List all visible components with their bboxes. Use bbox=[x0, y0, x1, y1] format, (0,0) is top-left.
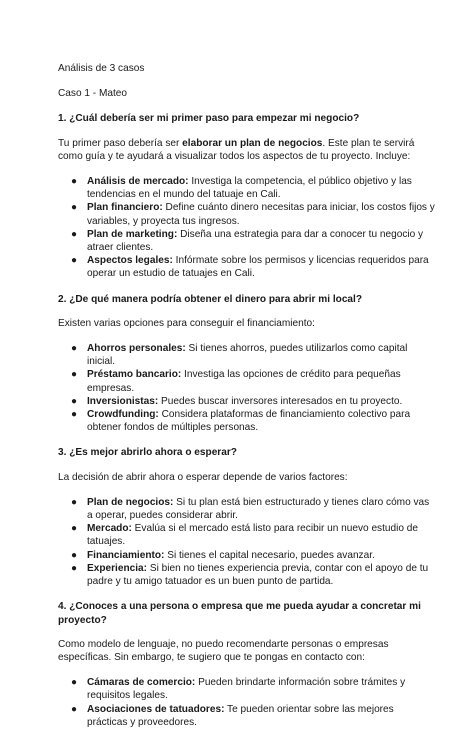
item-text: Pueden brindarte información sobre trámites y requisitos legales. bbox=[87, 677, 406, 702]
item-label: Inversionistas: bbox=[87, 395, 159, 407]
item-text: Evalúa si el mercado está listo para recibir un nuevo estudio de tatuajes. bbox=[87, 523, 419, 548]
item-label: Plan de negocios: bbox=[87, 496, 174, 508]
list-item bbox=[58, 175, 436, 201]
item-text: Infórmate sobre los permisos y licencias requeridos para operar un estudio de tatuajes en Cali. bbox=[87, 255, 429, 280]
bullet-icon: ● bbox=[71, 409, 78, 421]
list-item bbox=[58, 496, 436, 522]
bullet-icon: ● bbox=[71, 176, 78, 188]
bullet-icon: ● bbox=[71, 496, 78, 508]
bullet-icon: ● bbox=[71, 202, 78, 214]
list-item bbox=[58, 703, 436, 729]
answer-3-intro: La decisión de abrir ahora o esperar depende de varios factores: bbox=[58, 471, 348, 483]
bullet-icon: ● bbox=[71, 228, 78, 240]
list-item bbox=[58, 342, 436, 368]
item-text: Investiga la competencia, el público objetivo y las tendencias en el mundo del tatuaje en Cali. bbox=[87, 176, 412, 201]
list-item bbox=[58, 201, 436, 227]
item-label: Crowdfunding: bbox=[87, 409, 159, 421]
answer-4-intro: Como modelo de lenguaje, no puedo recomendarte personas o empresas específicas. Sin embargo, te sugiero que te pongas en contacto con: bbox=[58, 638, 389, 663]
item-label: Ahorros personales: bbox=[87, 343, 186, 355]
bullet-icon: ● bbox=[71, 369, 78, 381]
bullet-icon: ● bbox=[71, 703, 78, 715]
item-label: Plan financiero: bbox=[87, 202, 163, 214]
bullet-icon: ● bbox=[71, 562, 78, 574]
bullet-icon: ● bbox=[71, 523, 78, 535]
document-body bbox=[58, 62, 436, 741]
answer-2-list bbox=[58, 342, 436, 434]
list-item bbox=[58, 676, 436, 702]
item-text: Si tienes ahorros, puedes utilizarlos como capital inicial. bbox=[87, 343, 408, 368]
bullet-icon: ● bbox=[71, 549, 78, 561]
item-text: Te pueden orientar sobre las mejores prácticas y proveedores. bbox=[87, 703, 394, 728]
answer-4-list bbox=[58, 676, 436, 729]
item-text: Puedes buscar inversores interesados en tu proyecto. bbox=[158, 395, 403, 407]
bullet-icon: ● bbox=[71, 255, 78, 267]
answer-3-list bbox=[58, 496, 436, 588]
item-label: Análisis de mercado: bbox=[87, 176, 189, 188]
list-item bbox=[58, 562, 436, 588]
bullet-icon: ● bbox=[71, 343, 78, 355]
list-item bbox=[58, 254, 436, 280]
item-text: Investiga las opciones de crédito para pequeñas empresas. bbox=[87, 369, 401, 394]
item-text: Considera plataformas de financiamiento colectivo para obtener fondos de múltiples personas. bbox=[87, 409, 411, 434]
answer-1-emphasis: elaborar un plan de negocios bbox=[182, 137, 323, 149]
item-label: Mercado: bbox=[87, 523, 132, 535]
bullet-icon: ● bbox=[71, 677, 78, 689]
list-item bbox=[58, 408, 436, 434]
list-item bbox=[58, 522, 436, 548]
answer-2-intro: Existen varias opciones para conseguir el financiamiento: bbox=[58, 317, 315, 329]
answer-1-list bbox=[58, 175, 436, 281]
question-4: 4. ¿Conoces a una persona o empresa que me pueda ayudar a concretar mi proyecto? bbox=[58, 601, 421, 626]
item-text: Diseña una estrategia para dar a conocer tu negocio y atraer clientes. bbox=[87, 228, 424, 254]
item-text: Si tu plan está bien estructurado y tienes claro cómo vas a operar, puedes considerar abrir. bbox=[87, 496, 430, 522]
item-label: Experiencia: bbox=[87, 562, 148, 574]
document-title: Análisis de 3 casos bbox=[58, 63, 145, 74]
answer-1-intro: Tu primer paso debería ser elaborar un plan de negocios. Este plan te servirá como guía y te ayudará a visualizar todos los aspectos de tu proyecto. Incluye: bbox=[58, 137, 415, 162]
question-2: 2. ¿De qué manera podría obtener el dinero para abrir mi local? bbox=[58, 293, 363, 305]
list-item bbox=[58, 368, 436, 394]
item-label: Plan de marketing: bbox=[87, 228, 178, 240]
item-label: Préstamo bancario: bbox=[87, 369, 182, 381]
item-label: Financiamiento: bbox=[87, 549, 165, 561]
item-label: Aspectos legales: bbox=[87, 255, 173, 267]
case-heading: Caso 1 - Mateo bbox=[58, 88, 128, 100]
item-label: Cámaras de comercio: bbox=[87, 677, 196, 689]
item-text: Si bien no tienes experiencia previa, contar con el apoyo de tu padre y tu amigo tatuador es un buen punto de partida. bbox=[87, 562, 429, 588]
item-label: Asociaciones de tatuadores: bbox=[87, 703, 225, 715]
list-item bbox=[58, 549, 436, 562]
question-1: 1. ¿Cuál debería ser mi primer paso para empezar mi negocio? bbox=[58, 113, 360, 125]
question-3: 3. ¿Es mejor abrirlo ahora o esperar? bbox=[58, 447, 237, 459]
list-item bbox=[58, 228, 436, 254]
item-text: Si tienes el capital necesario, puedes avanzar. bbox=[164, 549, 375, 561]
bullet-icon: ● bbox=[71, 395, 78, 407]
list-item bbox=[58, 395, 436, 408]
item-text: Define cuánto dinero necesitas para iniciar, los costos fijos y variables, y proyecta tus ingresos. bbox=[87, 202, 435, 227]
